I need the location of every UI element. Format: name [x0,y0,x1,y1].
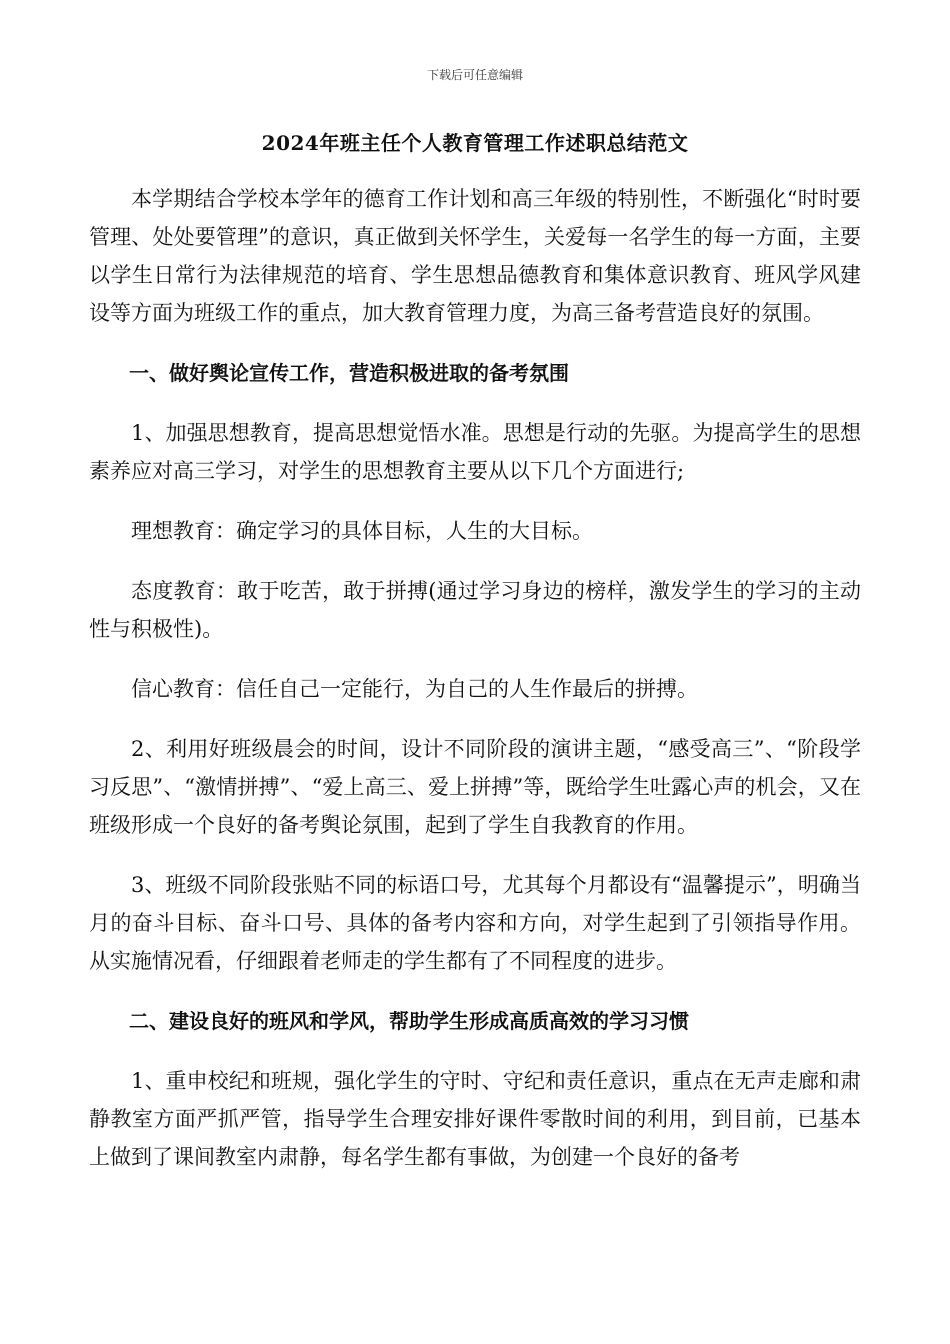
page-header: 下载后可任意编辑 [426,68,523,82]
paragraph: 信心教育：信任自己一定能行，为自己的人生作最后的拼搏。 [131,677,698,701]
paragraph: 2、利用好班级晨会的时间，设计不同阶段的演讲主题，“感受高三”、“阶段学习反思”、“激情拼搏”、“爱上高三、爱上拼搏”等，既给学生吐露心声的机会，又在班级形成一个良好的备考舆论氛围，起到了学生自我教育的作用。 [89,737,861,837]
paragraph: 理想教育：确定学习的具体目标，人生的大目标。 [131,519,593,543]
section-heading-1: 一、做好舆论宣传工作，营造积极进取的备考氛围 [129,361,569,385]
paragraph: 1、重申校纪和班规，强化学生的守时、守纪和责任意识，重点在无声走廊和肃静教室方面严抓严管，指导学生合理安排好课件零散时间的利用，到目前，已基本上做到了课间教室内肃静，每名学生都有事做，为创建一个良好的备考 [89,1069,861,1169]
paragraph: 3、班级不同阶段张贴不同的标语口号，尤其每个月都设有“温馨提示”，明确当月的奋斗目标、奋斗口号、具体的备考内容和方向，对学生起到了引领指导作用。从实施情况看，仔细跟着老师走的学生都有了不同程度的进步。 [89,873,861,973]
intro-paragraph: 本学期结合学校本学年的德育工作计划和高三年级的特别性，不断强化“时时要管理、处处要管理”的意识，真正做到关怀学生，关爱每一名学生的每一方面，主要以学生日常行为法律规范的培育、学生思想品德教育和集体意识教育、班风学风建设等方面为班级工作的重点，加大教育管理力度，为高三备考营造良好的氛围。 [89,187,861,325]
paragraph: 态度教育：敢于吃苦，敢于拼搏(通过学习身边的榜样，激发学生的学习的主动性与积极性)。 [89,579,861,641]
document-body [89,180,861,1198]
paragraph: 1、加强思想教育，提高思想觉悟水准。思想是行动的先驱。为提高学生的思想素养应对高三学习，对学生的思想教育主要从以下几个方面进行; [89,421,861,483]
document-title: 2024年班主任个人教育管理工作述职总结范文 [261,131,689,155]
section-heading-2: 二、建设良好的班风和学风，帮助学生形成高质高效的学习习惯 [129,1009,689,1033]
